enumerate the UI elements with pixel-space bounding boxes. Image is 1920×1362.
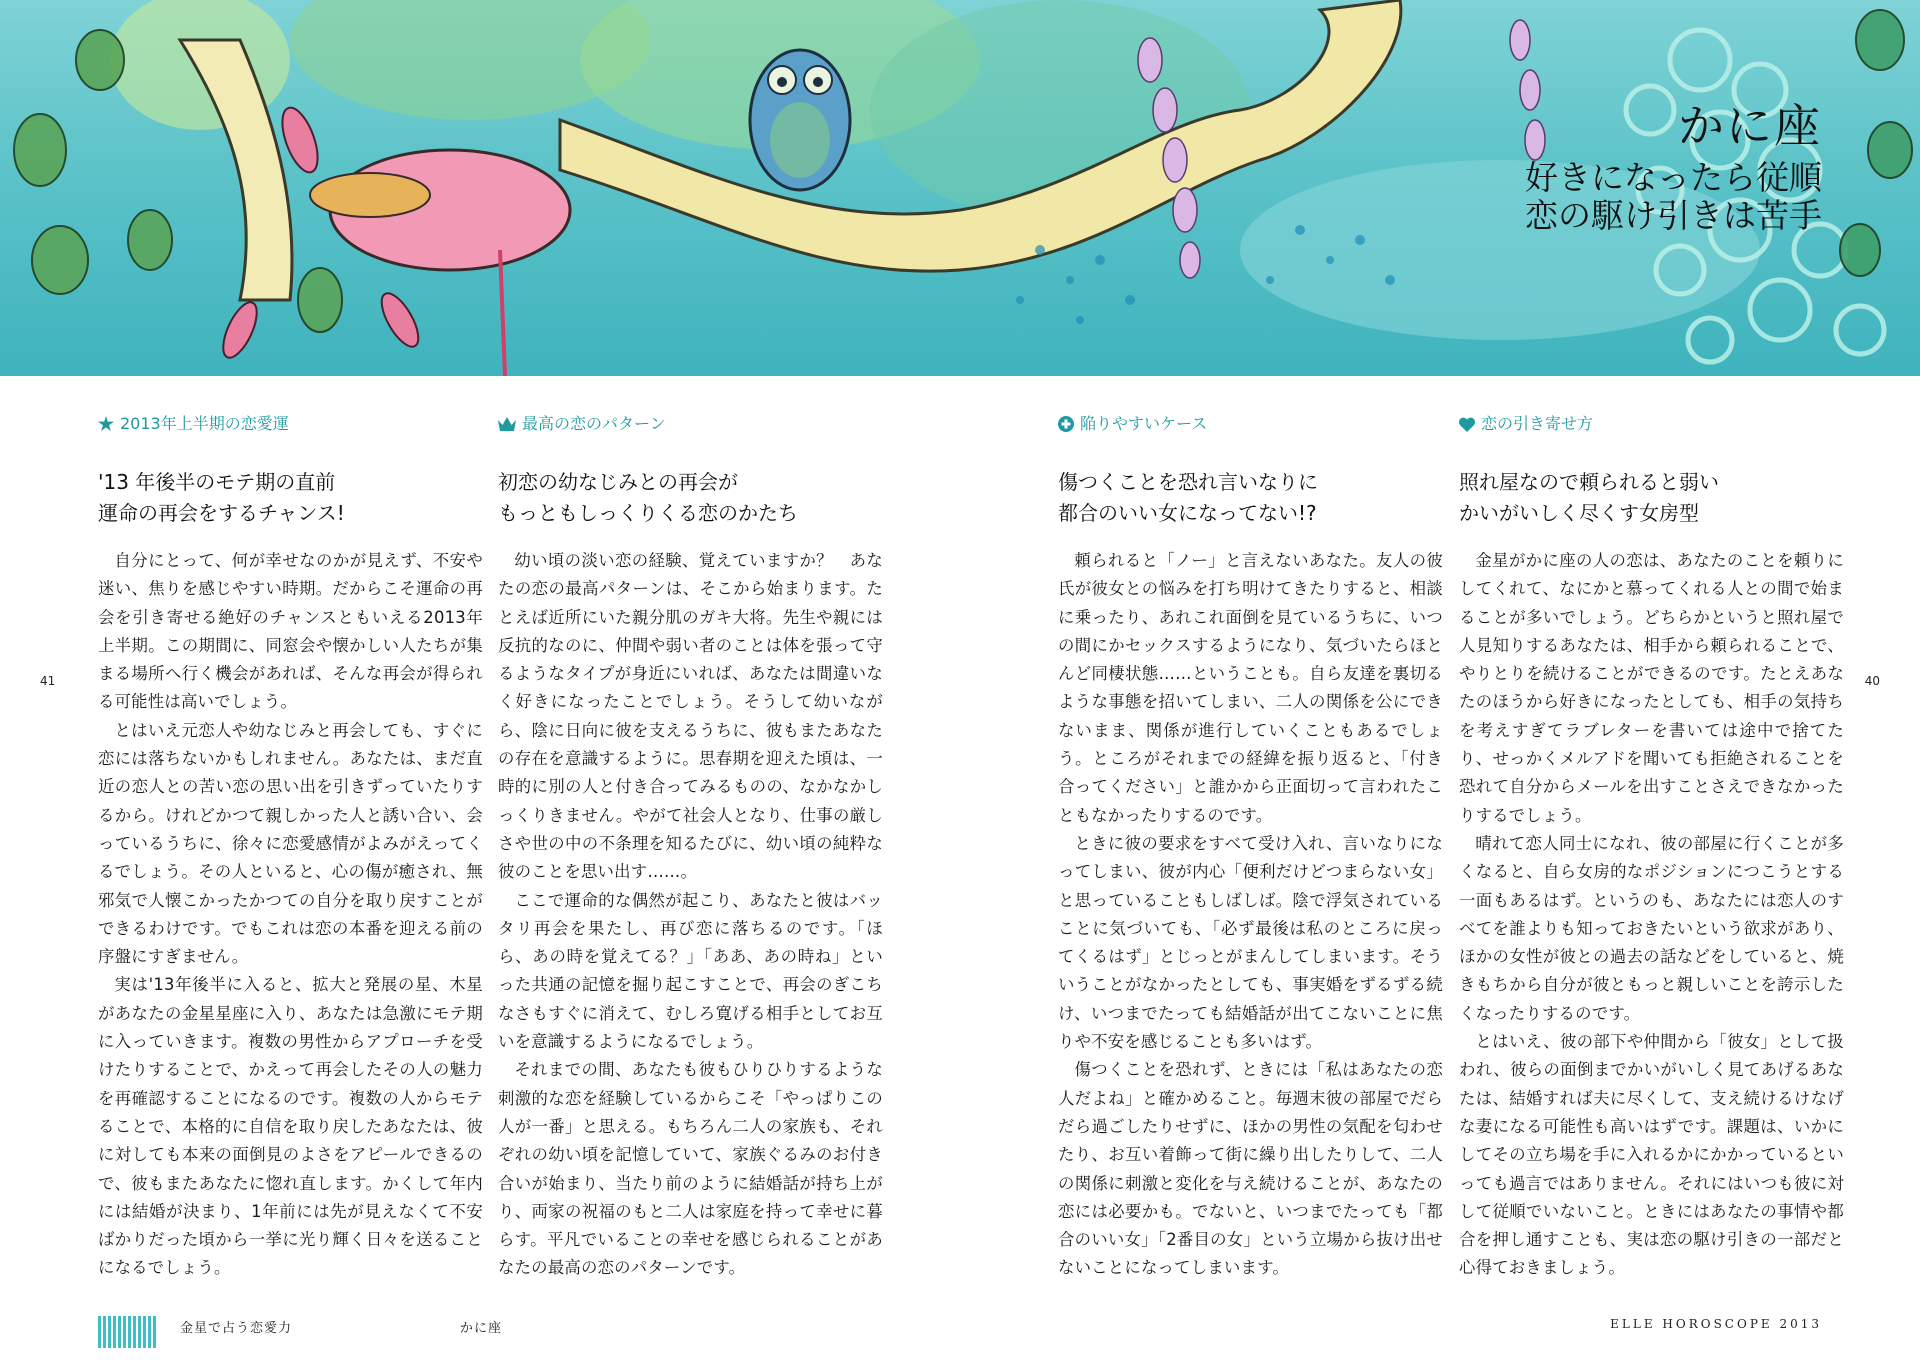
paragraph: とはいえ、彼の部下や仲間から「彼女」として扱われ、彼らの面倒までかいがいしく見てあげるあなたは、結婚すれば夫に尽くして、支え続けるけなげな妻になる可能性も高いはずです。課題は、いかにしてその立ち場を手に入れるかにかかっているといっても過言ではありません。それにはいつも彼に対して従順でいないこと。ときにはあなたの事情や都合を押し通すことも、実は恋の駆け引きの一部だと心得ておきましょう。 [1459,1032,1844,1278]
headline-line: 都合のいい女になってない!? [1058,501,1317,525]
page-subtitle-line2: 恋の駆け引きは苦手 [1525,196,1822,235]
section-label [1459,412,1844,436]
section-body [98,547,483,1283]
header-illustration [0,0,1920,376]
headline-line: 傷つくことを恐れ言いなりに [1058,470,1318,494]
page-number-right: 40 [1864,674,1880,688]
plus-circle-icon [1058,416,1074,432]
section-headline [1058,467,1443,529]
star-icon [98,416,114,432]
footer-left-sub: かに座 [460,1321,503,1336]
section-label [1058,412,1443,436]
paragraph: ときに彼の要求をすべて受け入れ、言いなりになってしまい、彼が内心「便利だけどつまらない女」と思っていることもしばしば。陰で浮気されていることに気づいても、「必ず最後は私のところに戻ってくるはず」とじっとがまんしてしまいます。そういうことがなかったとしても、事実婚をずるずる続け、いつまでたっても結婚話が出てこないことに焦りや不安を感じることも多いはず。 [1058,833,1443,1052]
paragraph: 金星がかに座の人の恋は、あなたのことを頼りにしてくれて、なにかと慕ってくれる人との間で始まることが多いでしょう。どちらかというと照れ屋で人見知りするあなたは、相手から頼られることで、やりとりを続けることができるのです。たとえあなたのほうから好きになったとしても、相手の気持ちを考えすぎてラブレターを書いては途中で捨てたり、せっかくメルアドを聞いても拒絶されることを恐れて自分からメールを出すことさえできなかったりするでしょう。 [1459,551,1844,825]
headline-line: '13 年後半のモテ期の直前 [98,470,336,494]
section-love-fortune [98,412,483,1283]
section-best-pattern [498,412,883,1283]
page-number-left: 41 [40,674,56,688]
footer-stripe-bar [98,1316,156,1348]
section-headline [1459,467,1844,529]
paragraph: 傷つくことを恐れず、ときには「私はあなたの恋人だよね」と確かめること。毎週末彼の部屋でだらだら過ごしたりせずに、ほかの男性の気配を匂わせたり、お互い着飾って街に繰り出したりして、二人の関係に刺激と変化を与え続けることが、あなたの恋には必要かも。でないと、いつまでたっても「都合のいい女」「2番目の女」という立場から抜け出せないことになってしまいます。 [1058,1060,1443,1278]
page-title: かに座 [1678,99,1822,153]
section-label [98,412,483,436]
paragraph: とはいえ元恋人や幼なじみと再会しても、すぐに恋には落ちないかもしれません。あなたは、まだ直近の恋人との苦い恋の思い出を引きずっていたりするから。けれどかつて親しかった人と誘い合い、会っているうちに、徐々に恋愛感情がよみがえってくるでしょう。その人といると、心の傷が癒され、無邪気で人懐こかったかつての自分を取り戻すことができるわけです。でもこれは恋の本番を迎える前の序盤にすぎません。 [98,720,483,967]
section-label-text: 2013年上半期の恋愛運 [120,414,289,433]
headline-line: 照れ屋なので頼られると弱い [1459,470,1719,494]
headline-line: 初恋の幼なじみとの再会が [498,470,738,494]
paragraph: 幼い頃の淡い恋の経験、覚えていますか？ あなたの恋の最高パターンは、そこから始まります。たとえば近所にいた親分肌のガキ大将。先生や親には反抗的なのに、仲間や弱い者のことは体を張って守るようなタイプが身近にいれば、あなたは間違いなく好きになったことでしょう。そうして幼いながら、陰に日向に彼を支えるうちに、彼もまたあなたの存在を意識するように。思春期を迎えた頃は、一時的に別の人と付き合ってみるものの、なかなかしっくりきません。やがて社会人となり、仕事の厳しさや世の中の不条理を知るたびに、幼い頃の純粋な彼のことを思い出す……。 [498,551,883,882]
owl-figure [750,50,850,190]
section-headline [98,467,483,529]
crown-icon [498,417,516,431]
section-attract-love [1459,412,1844,1283]
page-subtitle-line1: 好きになったら従順 [1525,158,1822,197]
paragraph: それまでの間、あなたも彼もひりひりするような刺激的な恋を経験しているからこそ「やっぱりこの人が一番」と思える。もちろん二人の家族も、それぞれの幼い頃を記憶していて、家族ぐるみのお付き合いが始まり、当たり前のように結婚話が持ち上がり、両家の祝福のもと二人は家庭を持って幸せに暮らす。平凡でいることの幸せを感じられることがあなたの最高の恋のパターンです。 [498,1060,883,1278]
paragraph: 実は'13年後半に入ると、拡大と発展の星、木星があなたの金星星座に入り、あなたは急激にモテ期に入っていきます。複数の男性からアプローチを受けたりすることで、かえって再会したその人の魅力を再確認することになるのです。複数の人からモテることで、本格的に自信を取り戻したあなたは、彼に対しても本来の面倒見のよさをアピールできるので、彼もまたあなたに惚れ直します。かくして年内には結婚が決まり、1年前には先が見えなくて不安ばかりだった頃から一挙に光り輝く日々を送ることになるでしょう。 [98,975,483,1278]
section-label [498,412,883,436]
section-label-text: 恋の引き寄せ方 [1481,414,1594,433]
section-body [1459,547,1844,1283]
paragraph: 晴れて恋人同士になれ、彼の部屋に行くことが多くなると、自ら女房的なポジションにつこうとする一面もあるはず。というのも、あなたには恋人のすべてを誰よりも知っておきたいという欲求があり、ほかの女性が彼との過去の話などをしていると、焼きもちから自分が彼ともっと親しいことを誇示したくなったりするのです。 [1459,833,1844,1023]
heart-icon [1459,417,1475,432]
headline-line: かいがいしく尽くす女房型 [1459,501,1699,525]
section-body [498,547,883,1283]
section-headline [498,467,883,529]
footer-right-text: ELLE HOROSCOPE 2013 [1610,1317,1822,1331]
paragraph: ここで運命的な偶然が起こり、あなたと彼はバッタリ再会を果たし、再び恋に落ちるのです。「ほら、あの時を覚えてる？」「ああ、あの時ね」といった共通の記憶を掘り起こすことで、再会のぎこちなさもすぐに消えて、むしろ寛げる相手としてお互いを意識するようになるでしょう。 [498,890,883,1052]
paragraph: 頼られると「ノー」と言えないあなた。友人の彼氏が彼女との悩みを打ち明けてきたりすると、相談に乗ったり、あれこれ面倒を見ているうちに、いつの間にかセックスするようになり、気づいたらほとんど同棲状態……ということも。自ら友達を裏切るような事態を招いてしまい、二人の関係を公にできないまま、関係が進行していくこともあるでしょう。ところがそれまでの経緯を振り返ると、「付き合ってください」と誰かから正面切って言われたこともなかったりするのです。 [1058,551,1443,825]
paragraph: 自分にとって、何が幸せなのかが見えず、不安や迷い、焦りを感じやすい時期。だからこそ運命の再会を引き寄せる絶好のチャンスともいえる2013年上半期。この期間に、同窓会や懐かしい人たちが集まる場所へ行く機会があれば、そんな再会が得られる可能性は高いでしょう。 [98,551,483,712]
headline-line: 運命の再会をするチャンス! [98,501,345,525]
section-label-text: 最高の恋のパターン [522,414,666,433]
headline-line: もっともしっくりくる恋のかたち [498,501,798,525]
section-body [1058,547,1443,1283]
footer-left-text: 金星で占う恋愛力 [180,1321,293,1336]
section-label-text: 陥りやすいケース [1080,414,1208,433]
section-pitfalls [1058,412,1443,1283]
